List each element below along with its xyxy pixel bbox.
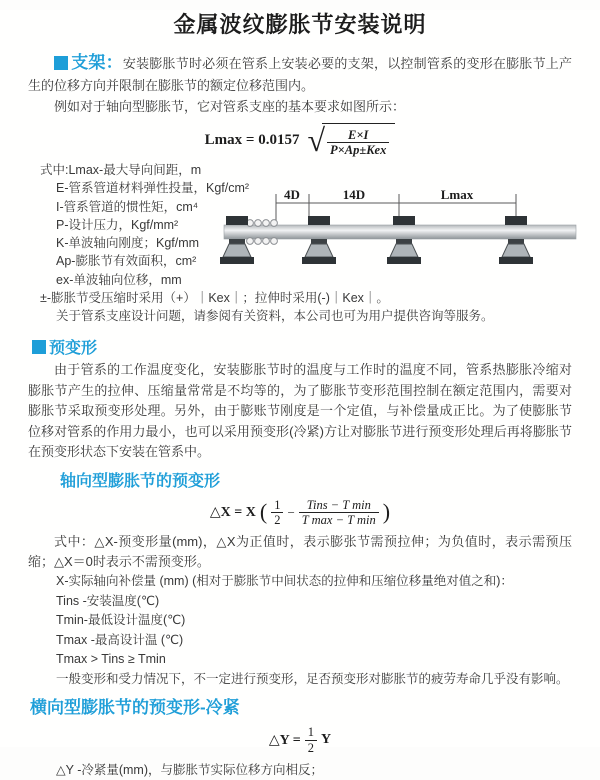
half-fraction xyxy=(305,725,317,756)
predeform-header-label: 预变形 xyxy=(49,335,97,358)
definition-line: Tmax -最高设计温 (℃) xyxy=(28,631,572,651)
predeform-paragraph: 由于管系的工作温度变化，安装膨胀节时的温度与工作时的温度不同，管系热膨胀冷缩对膨胀节产生的拉伸、压缩量常常是不均等的，为了膨胀节变形范围控制在额定范围内，需要对膨胀节采取预变形处理。另外，由于膨账节刚度是一个定值，与补偿量成正比。为了使膨胀节位移对管系的作用力最小，也可以采用预变形(冷紧)方让对膨胀节进行预变形处理后再将膨胀节在预变形状态下安装在管系中。 xyxy=(28,360,572,463)
variables-and-diagram xyxy=(28,161,572,327)
radical-expression xyxy=(307,123,395,159)
support-intro-paragraph xyxy=(28,52,572,96)
fraction-denominator: T max − T min xyxy=(299,512,379,528)
page-title: 金属波纹膨胀节安装说明 xyxy=(28,10,572,40)
axial-predeform-subtitle: 轴向型膨胀节的预变形 xyxy=(60,468,572,491)
support-header-label: 支架： xyxy=(71,53,123,72)
lateral-predeform-formula xyxy=(28,725,572,756)
fraction-numerator: 1 xyxy=(271,498,283,513)
variable-line: E-管系管道材料弹性投量，Kgf/cm² xyxy=(28,179,572,197)
formula-lhs: △X = X xyxy=(210,504,256,521)
document-page xyxy=(0,10,600,747)
definition-line: X-实际轴向补偿量 (mm) (相对于膨胀节中间状态的拉伸和压缩位移量绝对值之和)： xyxy=(28,572,572,592)
blue-square-icon xyxy=(32,340,46,354)
formula-rhs: Y xyxy=(321,732,331,748)
support-intro-text: 安装膨胀节时必须在管系上安装必要的支架，以控制管系的变形在膨胀节上产生的位移方向并限制在膨胀节的额定位移范围内。 xyxy=(28,56,572,93)
fraction-numerator: Tins − T min xyxy=(304,498,374,513)
radical-sign: √ xyxy=(307,126,325,155)
pipe xyxy=(224,225,576,239)
predeform-section-header xyxy=(28,335,572,358)
dimension-label-4d: 4D xyxy=(284,187,300,202)
guide-support xyxy=(499,216,533,264)
lmax-fraction-denominator: P×Ap±Kex xyxy=(327,142,389,158)
right-paren: ) xyxy=(383,501,390,525)
fraction-denominator: 2 xyxy=(271,512,283,528)
left-paren: ( xyxy=(260,501,267,525)
blue-square-icon xyxy=(54,56,68,70)
variable-line: ±-膨胀节受压缩时采用（+）｜Kex｜；拉伸时采用(-)｜Kex｜。 xyxy=(28,289,572,307)
temperature-fraction xyxy=(299,498,379,529)
variable-line: I-管系管道的惯性矩，cm⁴ xyxy=(28,198,572,216)
lateral-predeform-subtitle: 横向型膨胀节的预变形-冷紧 xyxy=(30,693,572,718)
support-section-header xyxy=(28,53,123,72)
definition-line: Tins -安装温度(℃) xyxy=(28,592,572,612)
variable-line: P-设计压力，Kgf/mm² xyxy=(28,216,572,234)
variable-line: Ap-膨胀节有效面积，cm² xyxy=(28,252,572,270)
variable-line: 关于管系支座设计问题，请参阅有关资料，本公司也可为用户提供咨询等服务。 xyxy=(28,307,572,325)
lmax-formula xyxy=(28,123,572,159)
formula-lhs: △Y = xyxy=(269,732,301,749)
lmax-formula-lhs: Lmax = 0.0157 xyxy=(205,132,300,149)
half-fraction xyxy=(271,498,283,529)
dimension-label-lmax: Lmax xyxy=(441,187,474,202)
axial-note-line: 一般变形和受力情况下，不一定进行预变形，足否预变形对膨胀节的疲劳寿命几乎没有影响。 xyxy=(28,670,572,690)
lateral-definition-line: △Y -冷紧量(mm)，与膨胀节实际位移方向相反； xyxy=(28,761,572,780)
pipe-support-diagram xyxy=(224,187,576,287)
lmax-fraction-numerator: E×I xyxy=(345,128,371,143)
axial-formula-explanation: 式中：△X-预变形量(mm)，△X为正值时，表示膨张节需预拉伸；为负值时，表示需预压缩；△X＝0时表示不需预变形。 xyxy=(28,532,572,572)
dimension-label-14d: 14D xyxy=(343,187,365,202)
fraction-denominator: 2 xyxy=(305,740,317,756)
variable-line: K-单波轴向刚度；Kgf/mm xyxy=(28,234,572,252)
minus-sign: − xyxy=(287,505,294,521)
definition-line: Tmax > Tins ≥ Tmin xyxy=(28,650,572,670)
variable-line: 式中:Lmax-最大导向间距，m xyxy=(28,161,572,179)
guide-support xyxy=(302,216,336,264)
support-example-line: 例如对于轴向型膨胀节，它对管系支座的基本要求如图所示： xyxy=(28,96,572,118)
axial-variable-list xyxy=(28,572,572,689)
guide-support xyxy=(387,216,421,264)
fraction-numerator: 1 xyxy=(305,725,317,740)
definition-line: Tmin-最低设计温度(℃) xyxy=(28,611,572,631)
axial-predeform-formula xyxy=(28,498,572,529)
variable-line: ex-单波轴向位移，mm xyxy=(28,271,572,289)
lmax-fraction xyxy=(327,128,389,159)
